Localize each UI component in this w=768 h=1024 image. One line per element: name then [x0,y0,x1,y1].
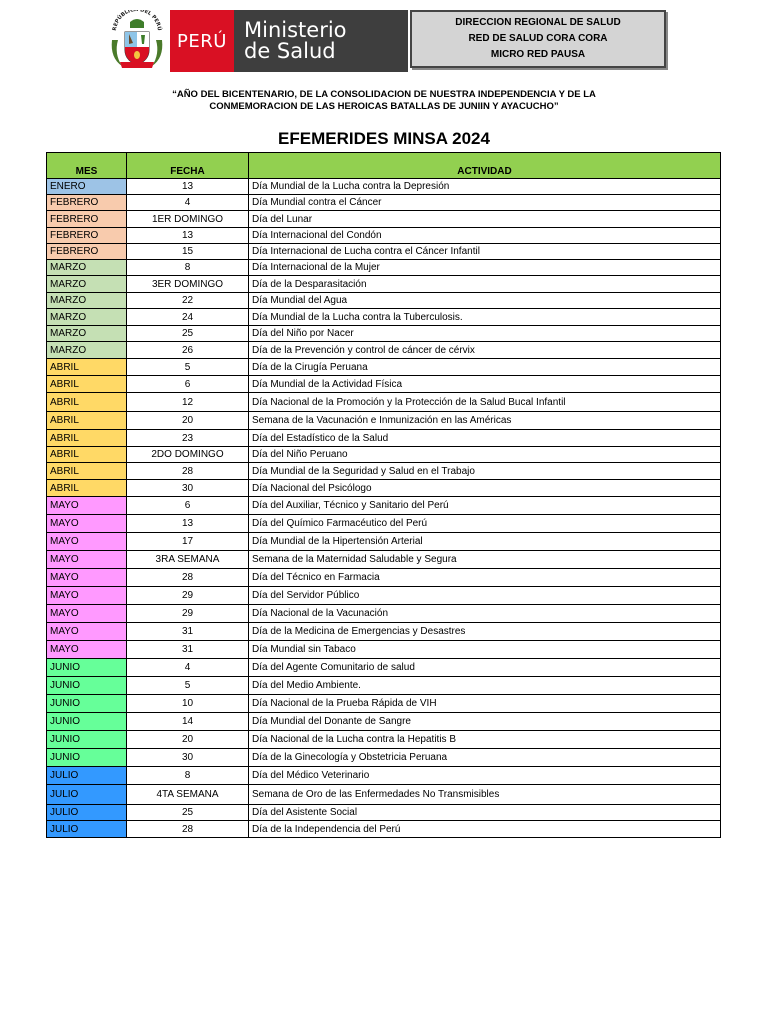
cell-actividad: Día Mundial de la Actividad Física [249,376,721,393]
table-row [47,659,721,677]
cell-mes: JUNIO [47,731,127,749]
cell-actividad: Día Mundial contra el Cáncer [249,195,721,211]
cell-fecha: 4 [127,195,249,211]
cell-mes: FEBRERO [47,228,127,244]
table-row [47,731,721,749]
table-row [47,376,721,393]
cell-actividad: Día de la Medicina de Emergencias y Desastres [249,623,721,641]
cell-fecha: 28 [127,821,249,838]
cell-mes: FEBRERO [47,244,127,260]
cell-mes: MAYO [47,551,127,569]
table-row [47,623,721,641]
cell-mes: MARZO [47,276,127,293]
cell-actividad: Día Nacional de la Vacunación [249,605,721,623]
cell-mes: ABRIL [47,376,127,393]
cell-actividad: Día de la Prevención y control de cáncer de cérvix [249,342,721,359]
cell-actividad: Día Internacional del Condón [249,228,721,244]
cell-fecha: 3RA SEMANA [127,551,249,569]
cell-actividad: Día Mundial de la Hipertensión Arterial [249,533,721,551]
cell-mes: MARZO [47,342,127,359]
cell-actividad: Día del Agente Comunitario de salud [249,659,721,677]
cell-fecha: 3ER DOMINGO [127,276,249,293]
cell-actividad: Día Internacional de Lucha contra el Cáncer Infantil [249,244,721,260]
cell-mes: JULIO [47,785,127,805]
cell-mes: JUNIO [47,677,127,695]
table-row [47,569,721,587]
cell-actividad: Día Nacional de la Promoción y la Protección de la Salud Bucal Infantil [249,393,721,412]
table-row [47,463,721,480]
cell-fecha: 17 [127,533,249,551]
cell-fecha: 25 [127,805,249,821]
peru-coat-of-arms-icon [108,10,166,72]
cell-fecha: 12 [127,393,249,412]
org-line3: MICRO RED PAUSA [490,49,586,60]
cell-fecha: 10 [127,695,249,713]
cell-fecha: 23 [127,430,249,447]
cell-mes: MAYO [47,533,127,551]
cell-mes: JULIO [47,767,127,785]
cell-actividad: Día del Auxiliar, Técnico y Sanitario del Perú [249,497,721,515]
table-row [47,605,721,623]
cell-mes: JUNIO [47,713,127,731]
table-row [47,641,721,659]
cell-mes: FEBRERO [47,211,127,228]
cell-actividad: Día de la Cirugía Peruana [249,359,721,376]
table-row [47,393,721,412]
cell-fecha: 29 [127,605,249,623]
table-row [47,195,721,211]
cell-actividad: Día Mundial de la Seguridad y Salud en el Trabajo [249,463,721,480]
cell-mes: JUNIO [47,659,127,677]
cell-actividad: Día de la Ginecología y Obstetricia Peruana [249,749,721,767]
table-row [47,767,721,785]
cell-mes: ABRIL [47,463,127,480]
table-row [47,785,721,805]
cell-actividad: Día del Médico Veterinario [249,767,721,785]
cell-mes: MAYO [47,587,127,605]
header-fecha: FECHA [127,153,249,179]
seal-caption: REPÚBLICA DEL PERÚ [111,10,163,32]
table-row [47,447,721,463]
cell-actividad: Día del Químico Farmacéutico del Perú [249,515,721,533]
cell-fecha: 26 [127,342,249,359]
brand-ministry [234,10,408,72]
document-header [108,10,668,72]
table-row [47,293,721,309]
cell-fecha: 20 [127,731,249,749]
cell-actividad: Día del Lunar [249,211,721,228]
table-row [47,244,721,260]
cell-mes: MARZO [47,326,127,342]
page-title: EFEMERIDES MINSA 2024 [278,129,490,148]
motto-line2: CONMEMORACION DE LAS HEROICAS BATALLAS DE JUNIIN Y AYACUCHO” [209,101,559,112]
cell-fecha: 24 [127,309,249,326]
cell-actividad: Día del Niño Peruano [249,447,721,463]
table-row [47,179,721,195]
cell-mes: JUNIO [47,695,127,713]
cell-actividad: Día Mundial del Donante de Sangre [249,713,721,731]
cell-fecha: 20 [127,412,249,430]
motto-line1: “AÑO DEL BICENTENARIO, DE LA CONSOLIDACION DE NUESTRA INDEPENDENCIA Y DE LA [172,89,596,100]
cell-fecha: 5 [127,677,249,695]
cell-mes: ABRIL [47,447,127,463]
cell-fecha: 4TA SEMANA [127,785,249,805]
table-row [47,551,721,569]
cell-mes: MARZO [47,260,127,276]
brand-ministry-line2: de Salud [244,39,336,63]
table-row [47,480,721,497]
cell-actividad: Día de la Independencia del Perú [249,821,721,838]
cell-fecha: 14 [127,713,249,731]
cell-actividad: Día del Medio Ambiente. [249,677,721,695]
table-row [47,326,721,342]
table-row [47,412,721,430]
cell-fecha: 31 [127,641,249,659]
cell-actividad: Semana de la Maternidad Saludable y Segura [249,551,721,569]
cell-actividad: Día Internacional de la Mujer [249,260,721,276]
cell-fecha: 30 [127,749,249,767]
cell-actividad: Día del Estadístico de la Salud [249,430,721,447]
cell-actividad: Día Mundial sin Tabaco [249,641,721,659]
cell-mes: ABRIL [47,412,127,430]
cell-fecha: 5 [127,359,249,376]
org-line2: RED DE SALUD CORA CORA [468,33,608,44]
cell-fecha: 2DO DOMINGO [127,447,249,463]
cell-actividad: Día Nacional del Psicólogo [249,480,721,497]
table-row [47,359,721,376]
cell-mes: MAYO [47,605,127,623]
cell-fecha: 22 [127,293,249,309]
cell-fecha: 28 [127,463,249,480]
cell-mes: FEBRERO [47,195,127,211]
cell-actividad: Día del Técnico en Farmacia [249,569,721,587]
organization-box [410,10,666,68]
table-body [47,179,721,838]
cell-fecha: 31 [127,623,249,641]
table-header-row [47,153,721,179]
table-row [47,497,721,515]
cell-mes: MAYO [47,515,127,533]
table-row [47,749,721,767]
cell-mes: ABRIL [47,430,127,447]
brand-ministry-line1: Ministerio [244,18,347,42]
cell-fecha: 15 [127,244,249,260]
cell-actividad: Día Mundial de la Lucha contra la Tuberculosis. [249,309,721,326]
table-row [47,260,721,276]
org-line1: DIRECCION REGIONAL DE SALUD [455,17,621,28]
table-row [47,515,721,533]
table-row [47,342,721,359]
cell-actividad: Día Nacional de la Lucha contra la Hepatitis B [249,731,721,749]
cell-fecha: 29 [127,587,249,605]
cell-mes: ABRIL [47,359,127,376]
table-row [47,587,721,605]
cell-mes: JULIO [47,805,127,821]
cell-fecha: 8 [127,767,249,785]
cell-actividad: Día Mundial de la Lucha contra la Depresión [249,179,721,195]
cell-mes: ABRIL [47,393,127,412]
cell-fecha: 6 [127,497,249,515]
cell-mes: MAYO [47,641,127,659]
cell-mes: MAYO [47,497,127,515]
cell-actividad: Día del Servidor Público [249,587,721,605]
cell-fecha: 8 [127,260,249,276]
brand-peru: PERÚ [170,10,234,72]
cell-mes: ENERO [47,179,127,195]
table-row [47,430,721,447]
cell-fecha: 30 [127,480,249,497]
ministry-logo [170,10,408,72]
table-row [47,276,721,293]
cell-actividad: Semana de Oro de las Enfermedades No Transmisibles [249,785,721,805]
table-row [47,211,721,228]
cell-actividad: Día del Niño por Nacer [249,326,721,342]
cell-fecha: 13 [127,515,249,533]
cell-fecha: 28 [127,569,249,587]
year-motto [110,89,658,113]
cell-mes: MAYO [47,623,127,641]
cell-mes: MARZO [47,293,127,309]
table-row [47,695,721,713]
cell-actividad: Día Nacional de la Prueba Rápida de VIH [249,695,721,713]
cell-fecha: 13 [127,228,249,244]
header-actividad: ACTIVIDAD [249,153,721,179]
cell-actividad: Semana de la Vacunación e Inmunización en las Américas [249,412,721,430]
table-row [47,309,721,326]
cell-fecha: 4 [127,659,249,677]
table-row [47,805,721,821]
table-row [47,533,721,551]
table-row [47,821,721,838]
cell-actividad: Día de la Desparasitación [249,276,721,293]
efemerides-table [46,152,721,838]
table-row [47,677,721,695]
cell-actividad: Día Mundial del Agua [249,293,721,309]
cell-mes: JULIO [47,821,127,838]
cell-mes: MAYO [47,569,127,587]
cell-mes: JUNIO [47,749,127,767]
cell-fecha: 13 [127,179,249,195]
header-mes: MES [47,153,127,179]
cell-actividad: Día del Asistente Social [249,805,721,821]
cell-fecha: 6 [127,376,249,393]
cell-fecha: 25 [127,326,249,342]
cell-mes: MARZO [47,309,127,326]
cell-fecha: 1ER DOMINGO [127,211,249,228]
table-row [47,713,721,731]
table-row [47,228,721,244]
cell-mes: ABRIL [47,480,127,497]
